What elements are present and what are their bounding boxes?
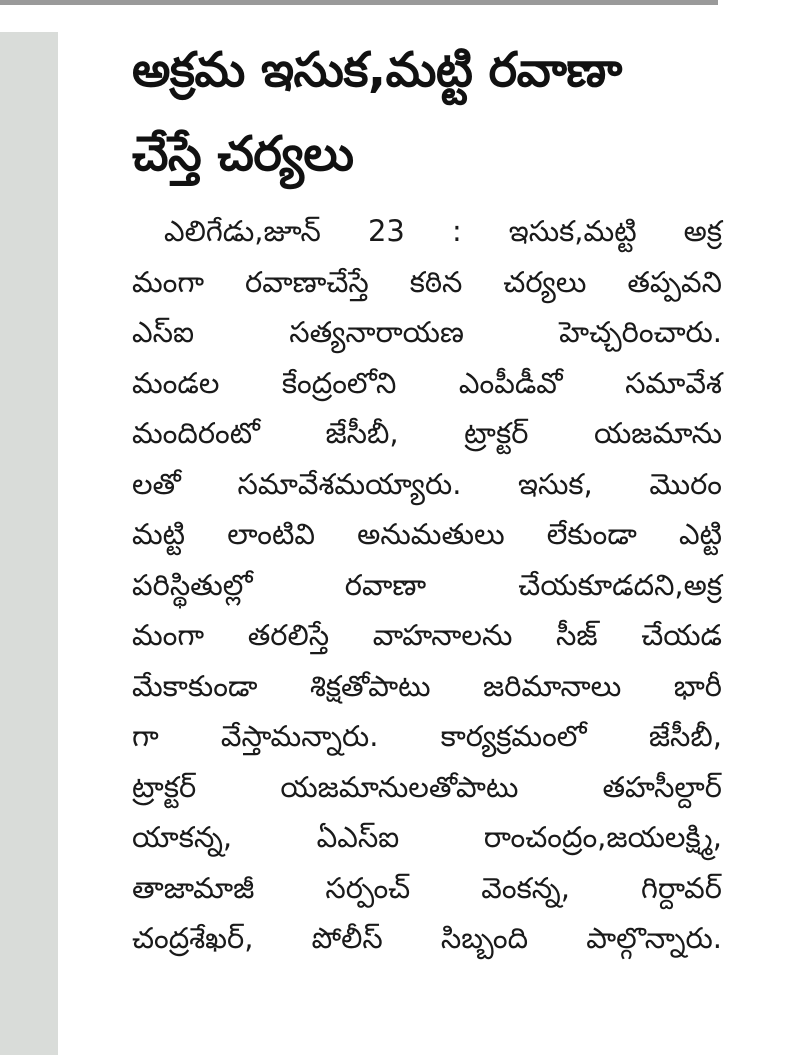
headline-line: చేస్తే చర్యలు — [132, 126, 354, 182]
body-line: యాకన్న, ఏఎస్ఐ రాంచంద్రం,జయలక్ష్మి, — [132, 820, 722, 854]
body-line: ట్రాక్టర్ యజమానులతోపాటు తహసీల్దార్ — [132, 769, 722, 804]
body-line: గా వేస్తామన్నారు. కార్యక్రమంలో జేసీబీ, — [132, 719, 722, 753]
body-line: ఎస్ఐ సత్యనారాయణ హెచ్చరించారు. — [132, 315, 722, 349]
body-line: మంగా రవాణాచేస్తే కఠిన చర్యలు తప్పవని — [132, 264, 722, 299]
body-line: మేకాకుండా శిక్షతోపాటు జరిమానాలు భారీ — [132, 668, 722, 703]
news-article — [132, 28, 722, 964]
body-line: మట్టి లాంటివి అనుమతులు లేకుండా ఎట్టి — [132, 517, 722, 551]
top-divider-rule — [0, 0, 718, 5]
body-line: ఎలిగేడు,జూన్ 23 : ఇసుక,మట్టి అక్ర — [164, 214, 722, 248]
body-line: తాజామాజీ సర్పంచ్ వెంకన్న, గిర్దావర్ — [132, 870, 722, 905]
adjacent-column-strip — [0, 32, 58, 1055]
body-line: మందిరంటో జేసీబీ, ట్రాక్టర్ యజమాను — [132, 416, 722, 450]
body-line: మంగా తరలిస్తే వాహనాలను సీజ్ చేయడ — [132, 618, 722, 652]
body-line: పరిస్థితుల్లో రవాణా చేయకూడదని,అక్ర — [132, 567, 722, 602]
article-headline — [132, 28, 722, 196]
headline-line: అక్రమ ఇసుక,మట్టి రవాణా — [132, 42, 622, 98]
body-line: లతో సమావేశమయ్యారు. ఇసుక, మొరం — [132, 466, 722, 501]
body-line: చంద్రశేఖర్, పోలీస్ సిబ్బంది పాల్గొన్నారు. — [132, 921, 722, 955]
body-line: మండల కేంద్రంలోని ఎంపీడీవో సమావేశ — [132, 365, 722, 400]
article-body — [132, 206, 722, 964]
